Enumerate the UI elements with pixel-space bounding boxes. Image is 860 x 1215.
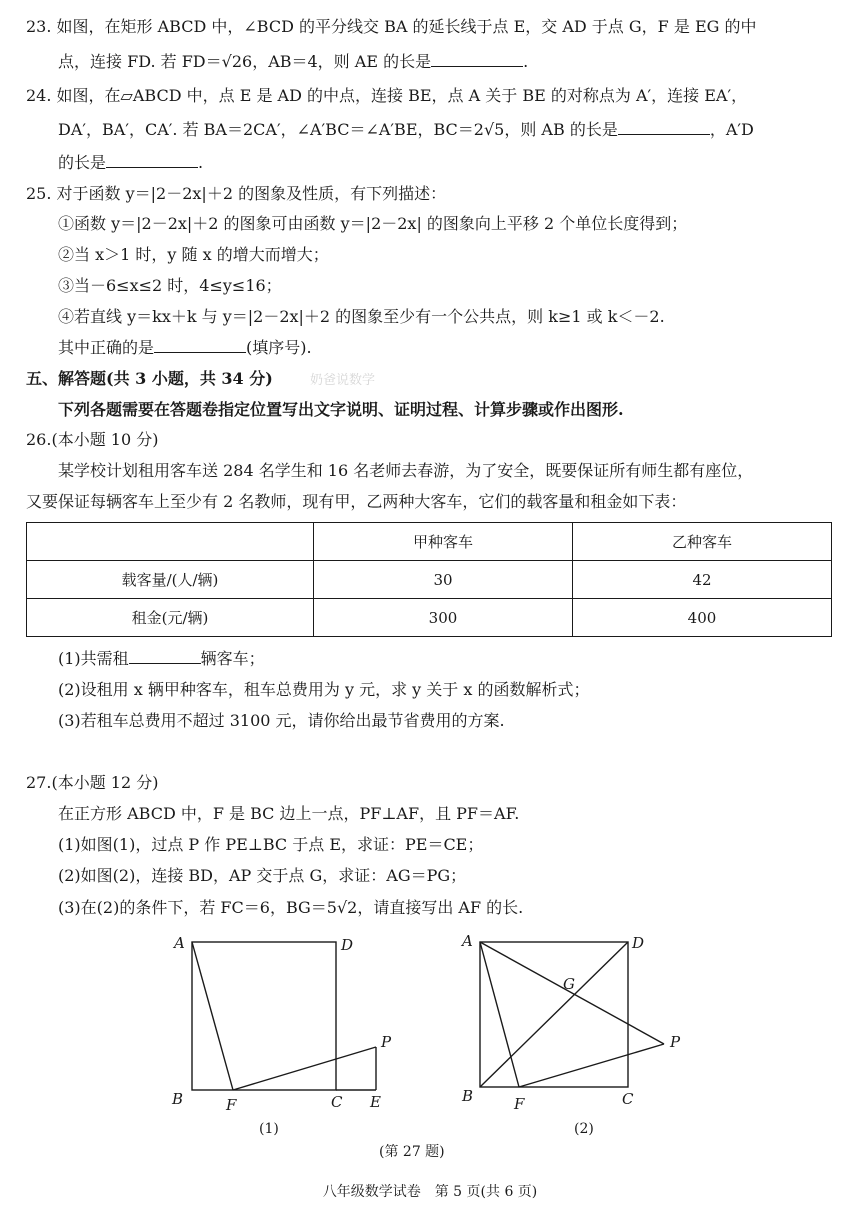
figure-caption: (第 27 题) xyxy=(379,1144,445,1160)
q26-part-2: (2)设租用 x 辆甲种客车，租车总费用为 y 元，求 y 关于 x 的函数解析式； xyxy=(58,680,590,699)
table-cell: 42 xyxy=(573,561,832,599)
table-header-cell: 乙种客车 xyxy=(573,523,832,561)
table-header-cell: 甲种客车 xyxy=(314,523,573,561)
fig2-caption: (2) xyxy=(574,1121,594,1137)
q25-item-1: ①函数 y＝|2－2x|＋2 的图象可由函数 y＝|2－2x| 的图象向上平移 2 个单位长度得到； xyxy=(58,214,688,233)
fig2-label-c: C xyxy=(622,1090,634,1108)
table-cell: 300 xyxy=(314,599,573,637)
q27-part-2: (2)如图(2)，连接 BD，AP 交于点 G，求证：AG＝PG； xyxy=(58,866,467,885)
q25-item-4: ④若直线 y＝kx＋k 与 y＝|2－2x|＋2 的图象至少有一个公共点，则 k≥1 或 k＜－2. xyxy=(58,307,665,326)
fig1-label-c: C xyxy=(331,1093,343,1111)
fig2-label-p: P xyxy=(670,1033,681,1051)
fig2-label-b: B xyxy=(462,1087,474,1105)
fig1-label-a: A xyxy=(174,934,185,952)
fig1-label-d: D xyxy=(341,936,354,954)
fig1-square xyxy=(192,942,336,1090)
fig2-label-a: A xyxy=(462,932,473,950)
q25-item-3: ③当－6≤x≤2 时，4≤y≤16； xyxy=(58,276,282,295)
fig1-label-p: P xyxy=(381,1033,392,1051)
q24-line3-end: . xyxy=(198,153,204,172)
fig2-label-g: G xyxy=(563,975,575,993)
q27-part-1: (1)如图(1)，过点 P 作 PE⊥BC 于点 E，求证：PE＝CE； xyxy=(58,835,484,854)
q26-header: 26.(本小题 10 分) xyxy=(26,430,159,449)
figure-2 xyxy=(480,942,664,1087)
table-cell: 30 xyxy=(314,561,573,599)
watermark-text: 奶爸说数学 xyxy=(310,373,376,388)
fig1-label-e: E xyxy=(370,1093,381,1111)
q25-item-2: ②当 x＞1 时，y 随 x 的增大而增大； xyxy=(58,245,329,264)
table-cell: 租金(元/辆) xyxy=(27,599,314,637)
q27-header: 27.(本小题 12 分) xyxy=(26,773,159,792)
fig1-label-f: F xyxy=(226,1096,237,1114)
fig2-segment-af xyxy=(480,942,519,1087)
q24-line1: 24. 如图，在▱ABCD 中，点 E 是 AD 的中点，连接 BE，点 A 关于 BE 的对称点为 A′，连接 EA′， xyxy=(26,86,748,105)
fig1-caption: (1) xyxy=(259,1121,279,1137)
q24-line3-text: 的长是 xyxy=(58,153,107,172)
page-footer: 八年级数学试卷 第 5 页(共 6 页) xyxy=(322,1184,538,1200)
figure-1 xyxy=(192,942,376,1090)
q26-part-3: (3)若租车总费用不超过 3100 元，请你给出最节省费用的方案. xyxy=(58,711,505,730)
q23-line2-end: . xyxy=(523,52,529,71)
table-cell: 400 xyxy=(573,599,832,637)
fig2-label-d: D xyxy=(632,934,645,952)
table-cell: 载客量/(人/辆) xyxy=(27,561,314,599)
q25-answer-suffix: (填序号). xyxy=(246,338,312,357)
q23-line1: 23. 如图，在矩形 ABCD 中，∠BCD 的平分线交 BA 的延长线于点 E，交 AD 于点 G，F 是 EG 的中 xyxy=(26,17,757,36)
q24-line2-mid: ，A′D xyxy=(709,120,754,139)
q23-line2-text: 点，连接 FD. 若 FD＝√26，AB＝4，则 AE 的长是 xyxy=(58,52,432,71)
q26-stem-1: 某学校计划租用客车送 284 名学生和 16 名老师去春游，为了安全，既要保证所有师生都有座位， xyxy=(58,461,754,480)
fig1-label-b: B xyxy=(172,1090,184,1108)
fig2-label-f: F xyxy=(514,1095,525,1113)
fig1-segment-af xyxy=(192,942,233,1090)
q25-answer-prefix: 其中正确的是 xyxy=(58,338,155,357)
q26-part1-prefix: (1)共需租 xyxy=(58,649,129,668)
fig1-segment-fp xyxy=(233,1047,376,1090)
fig2-segment-fp xyxy=(519,1044,664,1087)
section5-title: 五、解答题(共 3 小题，共 34 分) xyxy=(26,369,273,388)
q26-part1-suffix: 辆客车； xyxy=(200,649,265,668)
fig2-segment-ap xyxy=(480,942,664,1044)
q27-part-3: (3)在(2)的条件下，若 FC＝6，BG＝5√2，请直接写出 AF 的长. xyxy=(58,898,524,917)
q24-line2-text: DA′，BA′，CA′. 若 BA＝2CA′，∠A′BC＝∠A′BE，BC＝2√5，则 AB 的长是 xyxy=(58,120,618,139)
fig2-diagonal-bd xyxy=(480,942,628,1087)
q26-stem-2: 又要保证每辆客车上至少有 2 名教师，现有甲，乙两种大客车，它们的载客量和租金如下表： xyxy=(26,492,687,511)
section5-instruction: 下列各题需要在答题卷指定位置写出文字说明、证明过程、计算步骤或作出图形. xyxy=(58,400,624,419)
q27-stem: 在正方形 ABCD 中，F 是 BC 边上一点，PF⊥AF，且 PF＝AF. xyxy=(58,804,520,823)
figure-1-labels xyxy=(171,934,392,1137)
q25-intro: 25. 对于函数 y＝|2－2x|＋2 的图象及性质，有下列描述： xyxy=(26,184,447,203)
